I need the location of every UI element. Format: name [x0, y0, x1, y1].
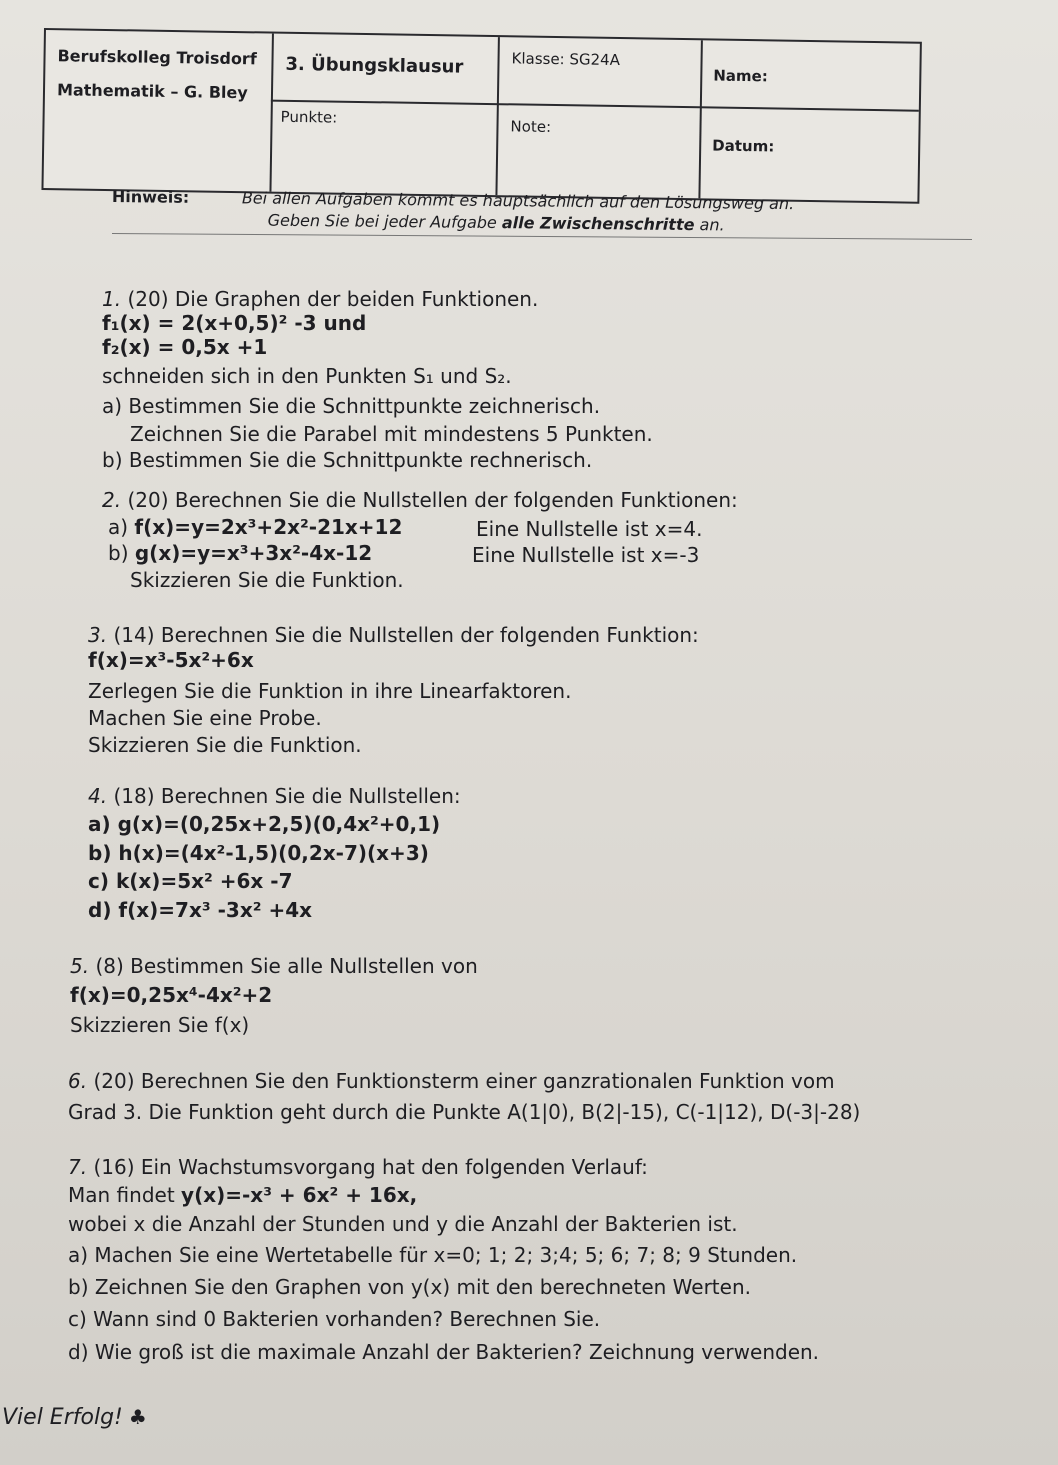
task-3-title [88, 622, 699, 648]
task-4-title [88, 783, 461, 809]
task-5-sketch: Skizzieren Sie f(x) [70, 1013, 250, 1037]
task-5-function: f(x)=0,25x⁴-4x²+2 [70, 983, 273, 1007]
grade-field: Note: [510, 117, 552, 136]
task-1-f2: f₂(x) = 0,5x +1 [102, 335, 268, 359]
task-4-c: c) k(x)=5x² +6x -7 [88, 869, 293, 893]
task-7-line-2: wobei x die Anzahl der Stunden und y die Anzahl der Bakterien ist. [68, 1212, 738, 1236]
task-1-f1: f₁(x) = 2(x+0,5)² -3 und [102, 311, 367, 335]
task-intro: (20) Die Graphen der beiden Funktionen. [121, 287, 539, 311]
subject-teacher: Mathematik – G. Bley [56, 80, 248, 103]
function: y(x)=-x³ + 6x² + 16x, [181, 1183, 418, 1207]
task-3-line-3: Skizzieren Sie die Funktion. [88, 733, 362, 757]
task-4-b: b) h(x)=(4x²-1,5)(0,2x-7)(x+3) [88, 841, 429, 865]
class-label: Klasse: SG24A [511, 49, 621, 70]
task-intro: (20) Berechnen Sie die Nullstellen der folgenden Funktionen: [121, 488, 738, 512]
task-1-a: a) Bestimmen Sie die Schnittpunkte zeichnerisch. [102, 394, 601, 418]
task-number: 1. [102, 287, 122, 311]
task-3-function: f(x)=x³-5x²+6x [88, 648, 254, 672]
task-7-find [68, 1182, 417, 1208]
task-intro: (16) Ein Wachstumsvorgang hat den folgenden Verlauf: [87, 1155, 648, 1179]
task-intro: (20) Berechnen Sie den Funktionsterm einer ganzrationalen Funktion vom [87, 1069, 835, 1093]
task-3-line-2: Machen Sie eine Probe. [88, 706, 322, 730]
task-number: 2. [102, 488, 122, 512]
function: g(x)=y=x³+3x²-4x-12 [134, 541, 373, 565]
task-7-d: d) Wie groß ist die maximale Anzahl der Bakterien? Zeichnung verwenden. [68, 1340, 820, 1364]
task-2-b-hint: Eine Nullstelle ist x=-3 [472, 543, 700, 567]
task-7-a: a) Machen Sie eine Wertetabelle für x=0; 1; 2; 3;4; 5; 6; 7; 8; 9 Stunden. [68, 1243, 798, 1267]
task-2-a [108, 514, 402, 540]
school-name: Berufskolleg Troisdorf [57, 46, 257, 69]
hint-line-2c: an. [694, 215, 725, 235]
task-1-title [102, 286, 538, 312]
closing-remark [2, 1404, 147, 1431]
clover-icon: ♣ [128, 1405, 147, 1429]
task-number: 7. [68, 1155, 88, 1179]
task-3-line-1: Zerlegen Sie die Funktion in ihre Linearfaktoren. [88, 679, 572, 703]
exam-title: 3. Übungsklausur [285, 53, 464, 78]
task-number: 3. [88, 623, 108, 647]
task-4-a: a) g(x)=(0,25x+2,5)(0,4x²+0,1) [88, 812, 441, 836]
task-number: 4. [88, 784, 108, 808]
task-number: 6. [68, 1069, 88, 1093]
task-intro: (18) Berechnen Sie die Nullstellen: [107, 784, 461, 808]
hint-label: Hinweis: [111, 186, 190, 207]
task-intro: (14) Berechnen Sie die Nullstellen der folgenden Funktion: [107, 623, 699, 647]
task-5-title [70, 953, 478, 979]
task-number: 5. [70, 954, 90, 978]
task-2-a-hint: Eine Nullstelle ist x=4. [476, 517, 703, 541]
task-1-text: schneiden sich in den Punkten S₁ und S₂. [102, 364, 512, 388]
text: Man findet [68, 1183, 182, 1207]
label: a) [108, 515, 129, 539]
task-2-b [108, 540, 372, 566]
task-2-sketch: Skizzieren Sie die Funktion. [130, 568, 404, 592]
hint-line-2a: Geben Sie bei jeder Aufgabe [267, 210, 502, 233]
hint-line-1: Bei allen Aufgaben kommt es hauptsächlich auf den Lösungsweg an. [241, 188, 795, 214]
task-1-b: b) Bestimmen Sie die Schnittpunkte rechnerisch. [102, 448, 593, 472]
task-4-d: d) f(x)=7x³ -3x² +4x [88, 898, 313, 922]
task-7-c: c) Wann sind 0 Bakterien vorhanden? Berechnen Sie. [68, 1307, 601, 1331]
name-field: Name: [713, 66, 768, 86]
points-field: Punkte: [280, 107, 338, 127]
date-field: Datum: [712, 136, 775, 156]
label: b) [108, 541, 129, 565]
task-6-line-2: Grad 3. Die Funktion geht durch die Punkte A(1|0), B(2|-15), C(-1|12), D(-3|-28) [68, 1100, 861, 1124]
task-7-title [68, 1154, 648, 1180]
task-intro: (8) Bestimmen Sie alle Nullstellen von [89, 954, 478, 978]
task-1-a-cont: Zeichnen Sie die Parabel mit mindestens 5 Punkten. [130, 422, 653, 446]
task-2-title [102, 487, 738, 513]
closing-text: Viel Erfolg! [2, 1405, 123, 1430]
function: f(x)=y=2x³+2x²-21x+12 [134, 515, 403, 539]
task-7-b: b) Zeichnen Sie den Graphen von y(x) mit den berechneten Werten. [68, 1275, 751, 1299]
hint-emphasis: alle Zwischenschritte [501, 213, 695, 235]
task-6-title [68, 1068, 835, 1094]
